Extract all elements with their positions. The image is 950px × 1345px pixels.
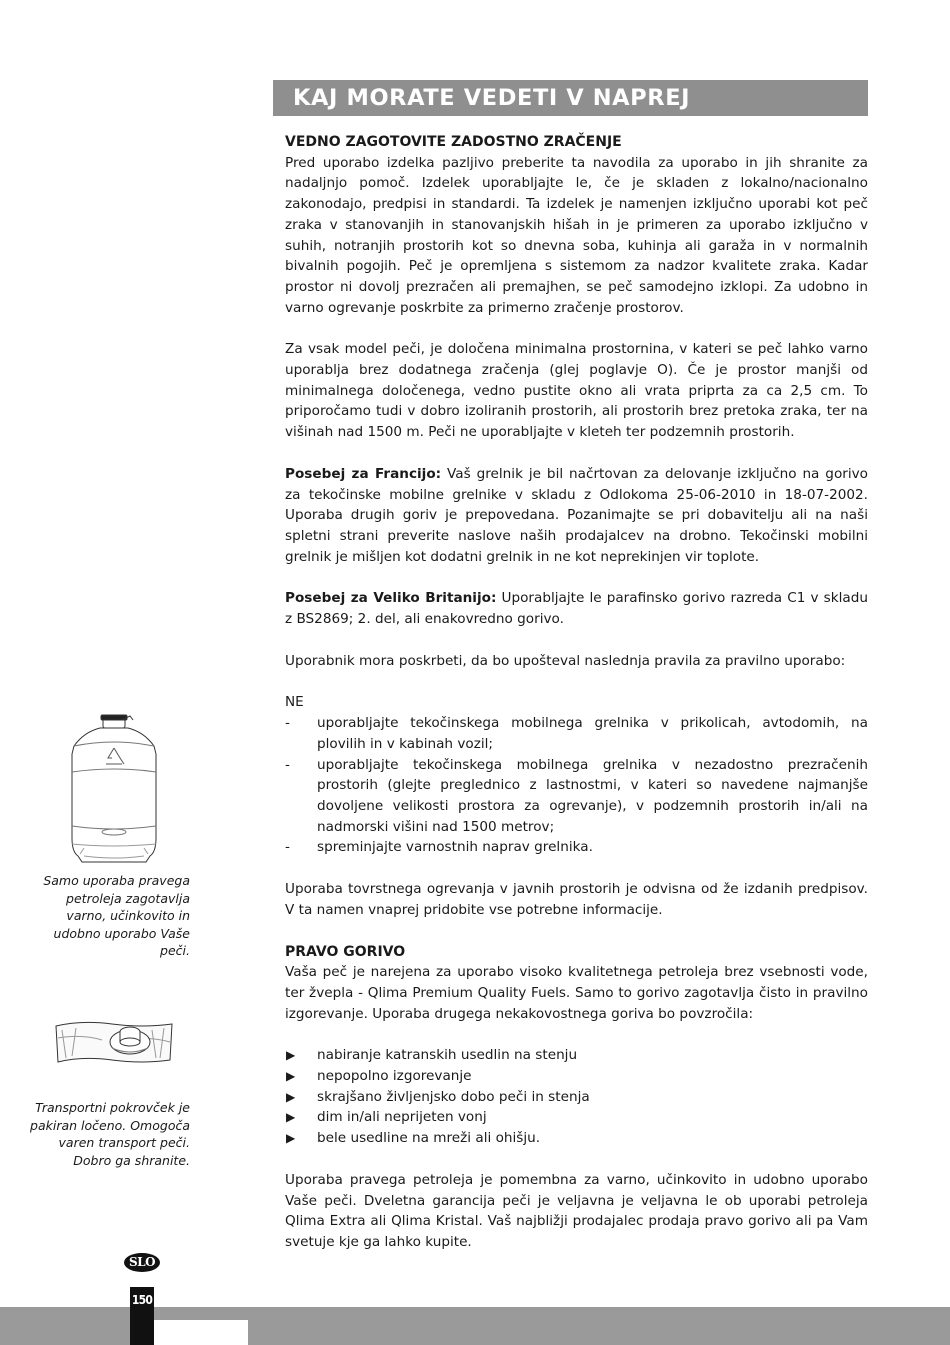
list-item-text: dim in/ali neprijeten vonj — [317, 1109, 487, 1126]
list-item — [285, 837, 868, 858]
rules-list — [285, 713, 868, 858]
paragraph-user-rules: Uporabnik mora poskrbeti, da bo upošteval naslednja pravila za pravilno uporabo: — [285, 652, 846, 669]
arrow-bullet-icon: ▶ — [286, 1089, 296, 1104]
paragraph-uk — [285, 588, 868, 629]
text-uk: Uporabljajte le parafinsko gorivo razreda C1 v skladu z BS2869; 2. del, ali enakovredno gorivo. — [285, 590, 868, 628]
section-title: KAJ MORATE VEDETI V NAPREJ — [273, 80, 868, 116]
dash-marker: - — [285, 756, 290, 773]
list-item-text: spreminjajte varnostnih naprav grelnika. — [317, 839, 593, 856]
paragraph-intro: Pred uporabo izdelka pazljivo preberite ta navodila za uporabo in jih shranite za nadaljnjo pomoč. Izdelek uporabljajte le, če je skladen z lokalno/nacionalno zakonodajo, predpisi in standardi. Ta izdelek je namenjen izključno uporabi kot peč zraka v stanovanjih in stanovanjskih hišah in je primeren za uporabo izključno v suhih, notranjih prostorih kot so dnevna soba, kuhinja ali garaža in v normalnih bivalnih pogojih. Peč je opremljena s sistemom za nadzor kvalitete zraka. Kadar prostor ni dovolj prezračen ali premajhen, se peč samodejno izklopi. Za udobno in varno ogrevanje poskrbite za primerno zračenje prostorov. — [285, 154, 868, 316]
paragraph-room-volume: Za vsak model peči, je določena minimalna prostornina, v kateri se peč lahko varno uporablja brez dodatnega zračenja (glej poglavje O). Če je prostor manjši od minimalnega določenega, vedno pustite okno ali vrata priprta za ca 2,5 cm. To priporočamo tudi v dobro izoliranih prostorih, ali prostorih brez pretoka zraka, ter na višinah nad 1500 m. Peči ne uporabljajte v kleteh ter podzemnih prostorih. — [285, 341, 868, 441]
list-item — [285, 1128, 868, 1149]
list-item — [285, 713, 868, 754]
arrow-bullet-icon: ▶ — [286, 1069, 296, 1084]
paragraph-public-spaces: Uporaba tovrstnega ogrevanja v javnih prostorih je odvisna od že izdanih predpisov. V ta namen vnaprej pridobite vse potrebne informacije. — [285, 881, 868, 918]
list-item — [285, 755, 868, 838]
heading-fuel: PRAVO GORIVO — [285, 943, 406, 960]
list-item-text: uporabljajte tekočinskega mobilnega grelnika v nezadostno prezračenih prostorih (glejte preglednico z lastnostmi, v kateri so navedene najmanjše dovoljene velikosti prostora za ogrevanje), v podzemnih prostorih in/ali na nadmorski višini nad 1500 metrov; — [317, 756, 868, 835]
list-item-text: nabiranje katranskih usedlin na stenju — [317, 1047, 578, 1064]
arrow-bullet-icon: ▶ — [286, 1048, 296, 1063]
list-item-text: nepopolno izgorevanje — [317, 1068, 472, 1085]
main-content — [285, 132, 868, 1253]
list-item-text: bele usedline na mreži ali ohišju. — [317, 1130, 541, 1147]
list-item — [285, 1066, 868, 1087]
text-france: Vaš grelnik je bil načrtovan za delovanje izključno na gorivo za tekočinske mobilne grelnike v skladu z Odlokoma 25-06-2010 in 18-07-2002. Uporaba drugih goriv je prepovedana. Pozanimajte se pri dobavitelju ali na naši spletni strani preverite naslove naših prodajalcev na drobno. Tekočinski mobilni grelnik je mišljen kot dodatni grelnik in ne kot neprekinjen vir toplote. — [285, 465, 868, 565]
paragraph-fuel: Vaša peč je narejena za uporabo visoko kvalitetnega petroleja brez vsebnosti vode, ter žvepla - Qlima Premium Quality Fuels. Samo to gorivo zagotavlja čisto in pravilno izgorevanje. Uporaba drugega nekakovostnega goriva bo povzročila: — [285, 964, 868, 1022]
list-item — [285, 1107, 868, 1128]
list-item — [285, 1087, 868, 1108]
transport-cap-illustration — [52, 1018, 176, 1066]
dash-marker: - — [285, 715, 290, 732]
paragraph-france — [285, 464, 868, 568]
list-item — [285, 1045, 868, 1066]
caption-fuel-canister: Samo uporaba pravega petroleja zagotavlja varno, učinkovito in udobno uporabo Vaše peči. — [43, 873, 190, 958]
label-ne: NE — [285, 694, 304, 711]
list-item-text: uporabljajte tekočinskega mobilnega grelnika v prikolicah, avtodomih, na plovilih in v kabinah vozil; — [317, 715, 868, 752]
dash-marker: - — [285, 839, 290, 856]
label-france: Posebej za Francijo: — [285, 465, 442, 482]
footer-white-strip — [154, 1320, 248, 1345]
language-badge: SLO — [124, 1253, 160, 1272]
heading-ventilation: VEDNO ZAGOTOVITE ZADOSTNO ZRAČENJE — [285, 134, 622, 150]
label-uk: Posebej za Veliko Britanijo: — [285, 590, 497, 607]
page-number: 150 — [131, 1293, 153, 1307]
arrow-bullet-icon: ▶ — [286, 1110, 296, 1125]
paragraph-warranty: Uporaba pravega petroleja je pomembna za varno, učinkovito in udobno uporabo Vaše peči. Dveletna garancija peči je veljavna je veljavna le ob uporabi petroleja Qlima Extra ali Qlima Kristal. Vaš najbližji prodajalec prodaja pravo gorivo ali pa Vam svetuje kje ga lahko kupite. — [285, 1171, 868, 1250]
caption-transport-cap: Transportni pokrovček je pakiran ločeno. Omogoča varen transport peči. Dobro ga shranite. — [30, 1100, 190, 1168]
list-item-text: skrajšano življenjsko dobo peči in stenja — [317, 1088, 590, 1105]
consequences-list — [285, 1045, 868, 1149]
fuel-canister-illustration — [62, 714, 166, 866]
arrow-bullet-icon: ▶ — [286, 1131, 296, 1146]
